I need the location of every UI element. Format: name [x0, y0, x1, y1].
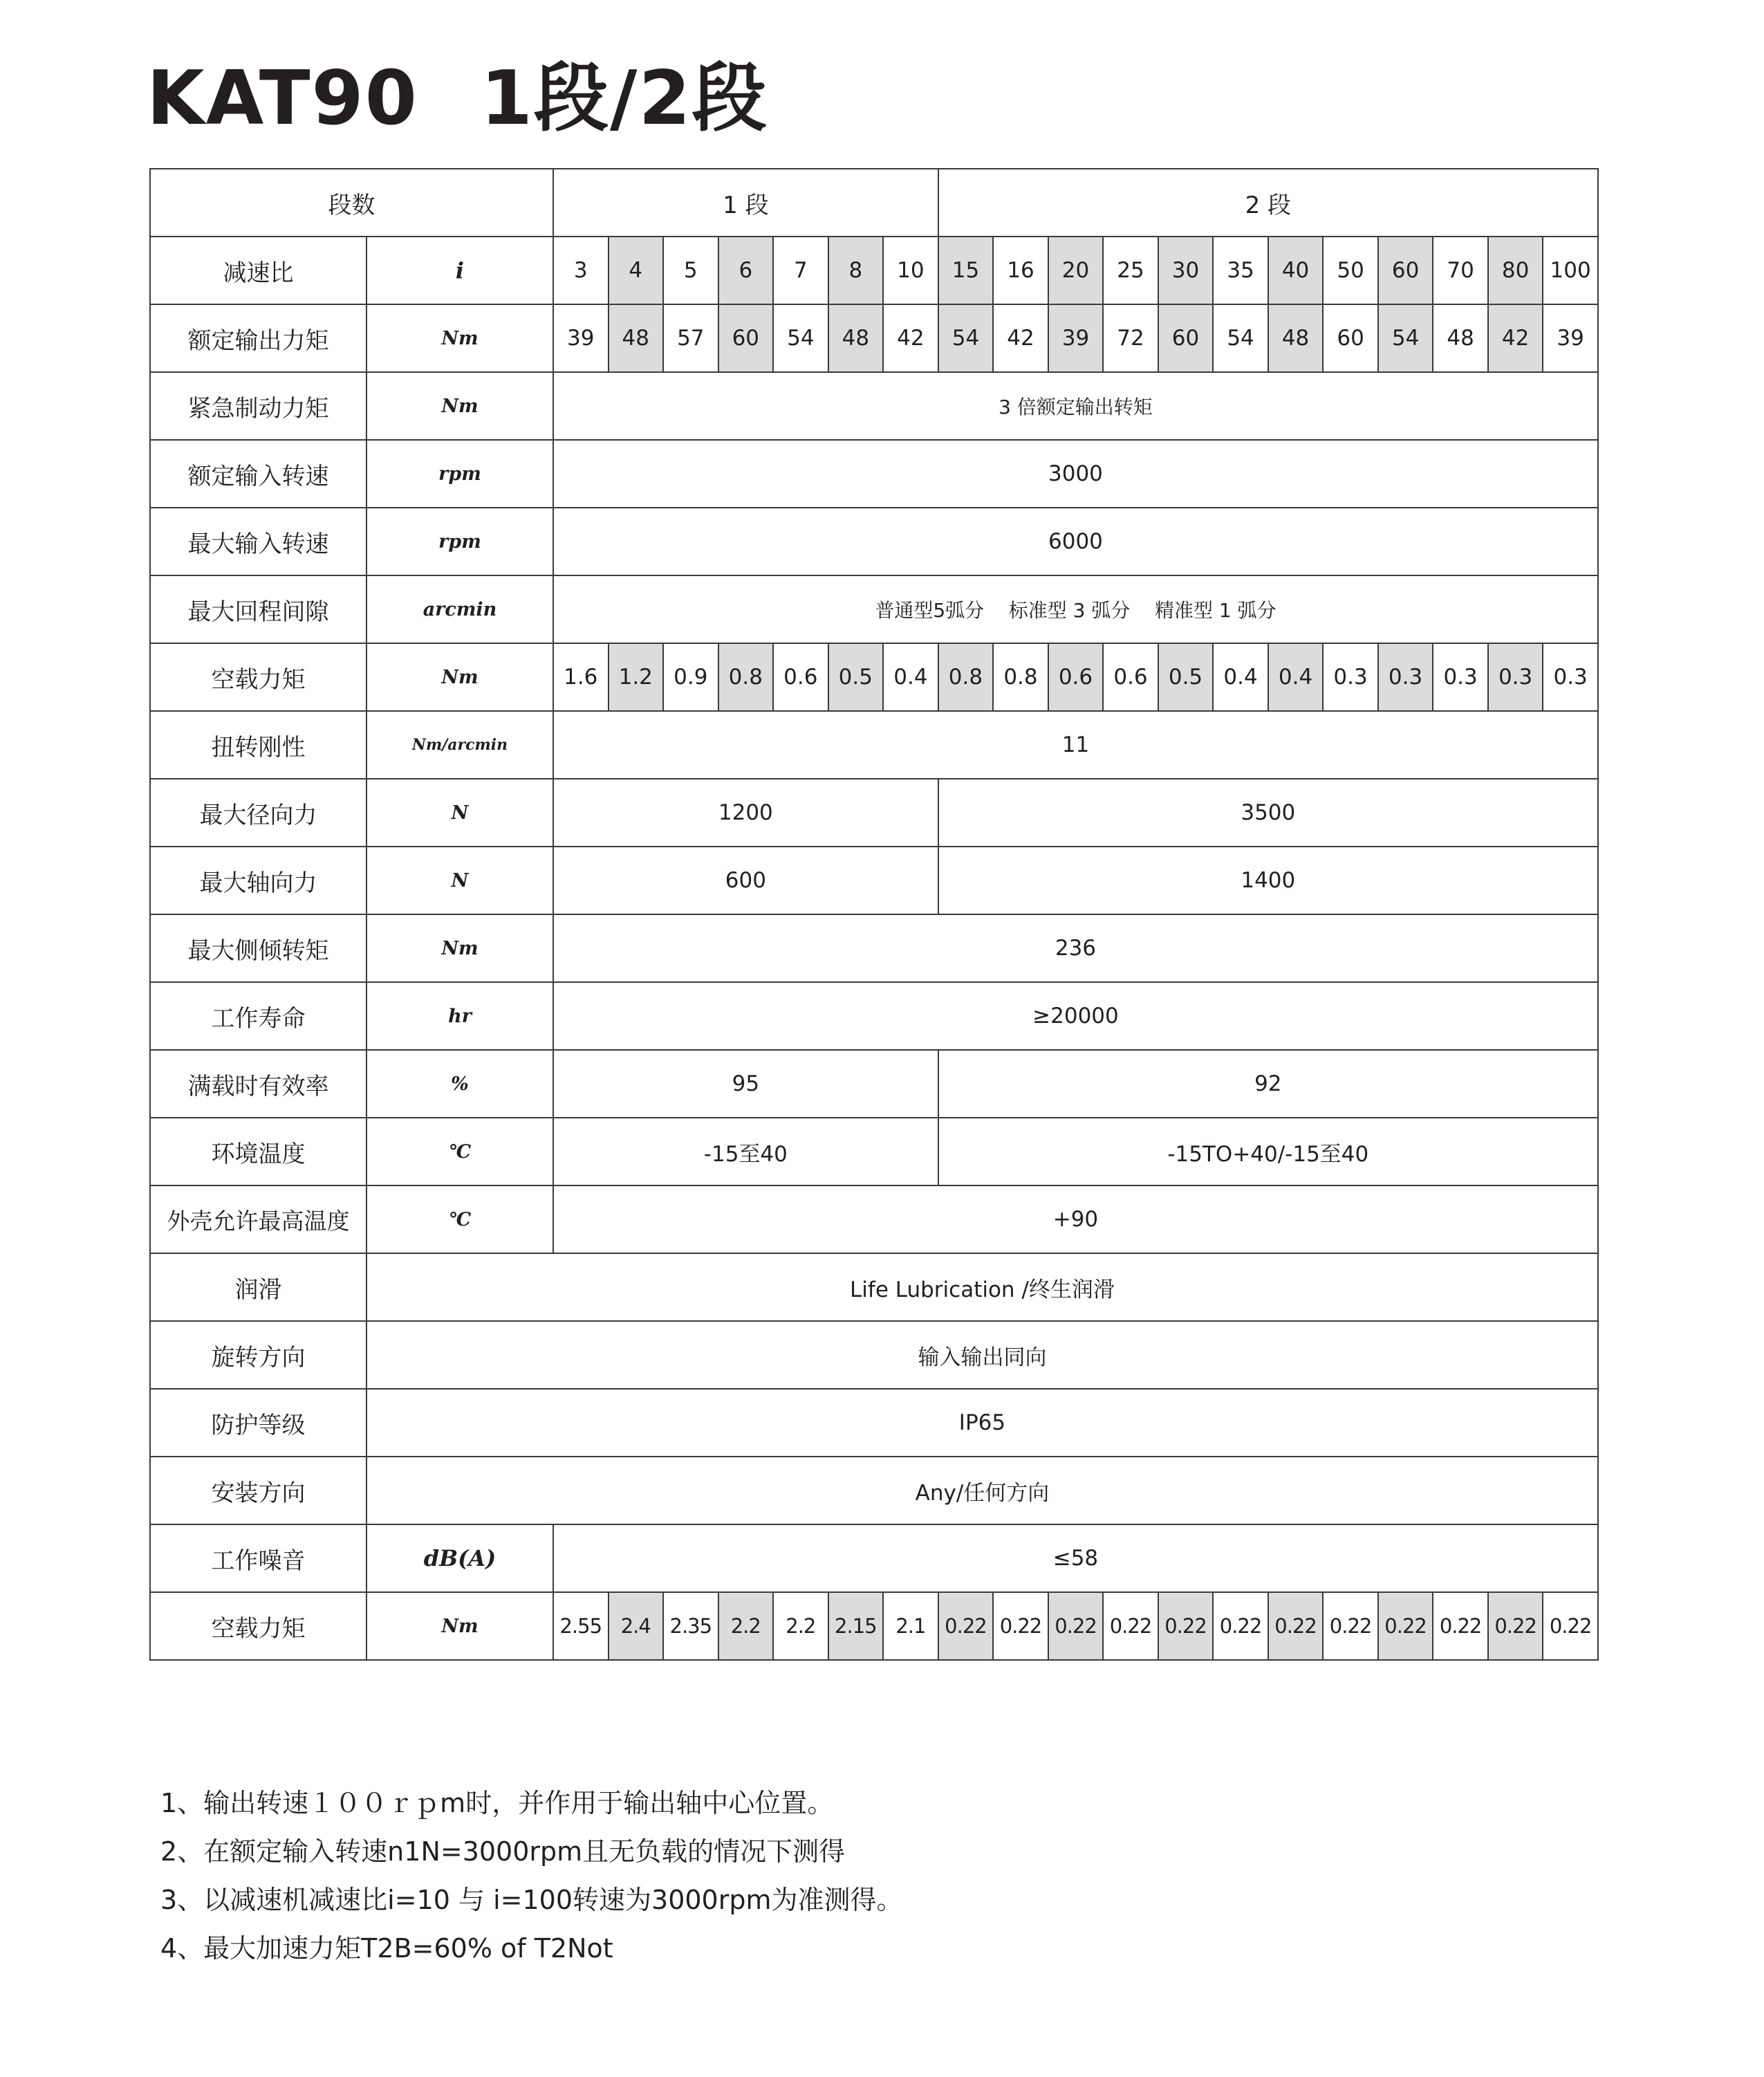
value-cell: 7: [773, 237, 828, 304]
protection-row: [150, 1389, 1598, 1457]
backlash-row: [150, 575, 1598, 643]
ambient-temp-row: [150, 1118, 1598, 1185]
max-housing-temp-row: [150, 1185, 1598, 1253]
row-unit: N: [366, 779, 553, 847]
service-life-row: [150, 982, 1598, 1050]
max-tilt-row: [150, 914, 1598, 982]
row-unit: Nm: [366, 1592, 553, 1660]
value-cell: 20: [1048, 237, 1104, 304]
row-unit: Nm/arcmin: [366, 711, 553, 779]
row-value: +90: [553, 1185, 1598, 1253]
stage2-value: 92: [938, 1050, 1598, 1118]
value-cell: 42: [883, 304, 938, 372]
row-value: 3000: [553, 440, 1598, 508]
value-cell: 8: [828, 237, 884, 304]
row-label: 扭转刚性: [150, 711, 366, 779]
value-cell: 2.35: [663, 1592, 718, 1660]
row-unit: %: [366, 1050, 553, 1118]
value-cell: 15: [938, 237, 994, 304]
value-cell: 0.4: [883, 643, 938, 711]
value-cell: 42: [1488, 304, 1543, 372]
value-cell: 0.22: [1158, 1592, 1214, 1660]
torsional-rigidity-row: [150, 711, 1598, 779]
value-cell: 0.8: [718, 643, 774, 711]
value-cell: 54: [773, 304, 828, 372]
row-value: IP65: [366, 1389, 1598, 1457]
value-cell: 54: [938, 304, 994, 372]
stage-title: 1段/2段: [480, 55, 768, 142]
header-stage2: 2 段: [938, 169, 1598, 237]
row-unit: N: [366, 847, 553, 914]
value-cell: 60: [1158, 304, 1214, 372]
value-cell: 48: [828, 304, 884, 372]
row-unit: Nm: [366, 914, 553, 982]
row-label: 最大侧倾转矩: [150, 914, 366, 982]
row-label: 紧急制动力矩: [150, 372, 366, 440]
rated-input-speed-row: [150, 440, 1598, 508]
rotation-row: [150, 1321, 1598, 1389]
stage1-value: -15至40: [553, 1118, 938, 1185]
noload-torque2-row: [150, 1592, 1598, 1660]
value-cell: 0.22: [1543, 1592, 1598, 1660]
header-label: 段数: [150, 169, 553, 237]
value-cell: 0.4: [1213, 643, 1268, 711]
row-label: 最大输入转速: [150, 508, 366, 575]
stage1-value: 95: [553, 1050, 938, 1118]
value-cell: 0.22: [1323, 1592, 1378, 1660]
stage1-value: 1200: [553, 779, 938, 847]
value-cell: 16: [993, 237, 1048, 304]
row-label: 额定输入转速: [150, 440, 366, 508]
ratio-row: [150, 237, 1598, 304]
row-unit: ℃: [366, 1118, 553, 1185]
value-cell: 0.3: [1543, 643, 1598, 711]
value-cell: 1.2: [609, 643, 664, 711]
note-item: 2、在额定输入转速n1N=3000rpm且无负载的情况下测得: [160, 1836, 846, 1867]
value-cell: 40: [1268, 237, 1324, 304]
value-cell: 48: [1433, 304, 1488, 372]
value-cell: 50: [1323, 237, 1378, 304]
value-cell: 0.6: [1103, 643, 1158, 711]
note-item: 3、以减速机减速比i=10 与 i=100转速为3000rpm为准测得。: [160, 1885, 903, 1915]
emergency-torque-row: [150, 372, 1598, 440]
value-cell: 72: [1103, 304, 1158, 372]
row-value: 3 倍额定输出转矩: [553, 372, 1598, 440]
value-cell: 4: [609, 237, 664, 304]
row-value: 普通型5弧分 标准型 3 弧分 精准型 1 弧分: [553, 575, 1598, 643]
value-cell: 57: [663, 304, 718, 372]
value-cell: 39: [553, 304, 609, 372]
spec-table: [149, 168, 1599, 1661]
value-cell: 0.22: [1378, 1592, 1433, 1660]
header-stage1: 1 段: [553, 169, 938, 237]
header-row: [150, 169, 1598, 237]
mounting-row: [150, 1457, 1598, 1524]
value-cell: 39: [1048, 304, 1104, 372]
noise-row: [150, 1524, 1598, 1592]
value-cell: 0.5: [1158, 643, 1214, 711]
row-unit: Nm: [366, 304, 553, 372]
value-cell: 0.22: [938, 1592, 994, 1660]
value-cell: 39: [1543, 304, 1598, 372]
value-cell: 2.2: [718, 1592, 774, 1660]
row-label: 空载力矩: [150, 1592, 366, 1660]
value-cell: 60: [1378, 237, 1433, 304]
row-label: 外壳允许最高温度: [150, 1185, 366, 1253]
value-cell: 0.22: [1048, 1592, 1104, 1660]
value-cell: 2.15: [828, 1592, 884, 1660]
value-cell: 48: [609, 304, 664, 372]
value-cell: 0.3: [1433, 643, 1488, 711]
row-label: 旋转方向: [150, 1321, 366, 1389]
row-label: 环境温度: [150, 1118, 366, 1185]
value-cell: 6: [718, 237, 774, 304]
value-cell: 42: [993, 304, 1048, 372]
value-cell: 100: [1543, 237, 1598, 304]
row-unit: arcmin: [366, 575, 553, 643]
value-cell: 10: [883, 237, 938, 304]
value-cell: 0.22: [1268, 1592, 1324, 1660]
row-unit: i: [366, 237, 553, 304]
value-cell: 1.6: [553, 643, 609, 711]
row-unit: rpm: [366, 508, 553, 575]
row-label: 最大回程间隙: [150, 575, 366, 643]
value-cell: 0.4: [1268, 643, 1324, 711]
value-cell: 25: [1103, 237, 1158, 304]
value-cell: 35: [1213, 237, 1268, 304]
noload-torque-row: [150, 643, 1598, 711]
value-cell: 2.2: [773, 1592, 828, 1660]
row-label: 最大径向力: [150, 779, 366, 847]
row-value: Life Lubrication /终生润滑: [366, 1253, 1598, 1321]
efficiency-row: [150, 1050, 1598, 1118]
row-unit: hr: [366, 982, 553, 1050]
value-cell: 0.3: [1488, 643, 1543, 711]
note-item: 4、最大加速力矩T2B=60% of T2Not: [160, 1933, 613, 1964]
row-label: 工作寿命: [150, 982, 366, 1050]
row-unit: dB(A): [366, 1524, 553, 1592]
value-cell: 2.55: [553, 1592, 609, 1660]
stage1-value: 600: [553, 847, 938, 914]
value-cell: 54: [1213, 304, 1268, 372]
stage2-value: -15TO+40/-15至40: [938, 1118, 1598, 1185]
row-value: ≥20000: [553, 982, 1598, 1050]
value-cell: 0.8: [938, 643, 994, 711]
value-cell: 5: [663, 237, 718, 304]
value-cell: 60: [718, 304, 774, 372]
value-cell: 30: [1158, 237, 1214, 304]
row-label: 安装方向: [150, 1457, 366, 1524]
row-label: 润滑: [150, 1253, 366, 1321]
value-cell: 0.22: [1433, 1592, 1488, 1660]
row-label: 工作噪音: [150, 1524, 366, 1592]
notes-list: [160, 1779, 902, 1973]
value-cell: 3: [553, 237, 609, 304]
value-cell: 0.3: [1323, 643, 1378, 711]
row-label: 额定输出力矩: [150, 304, 366, 372]
value-cell: 0.22: [993, 1592, 1048, 1660]
value-cell: 80: [1488, 237, 1543, 304]
rated-torque-row: [150, 304, 1598, 372]
value-cell: 2.4: [609, 1592, 664, 1660]
value-cell: 70: [1433, 237, 1488, 304]
lubrication-row: [150, 1253, 1598, 1321]
row-label: 空载力矩: [150, 643, 366, 711]
row-unit: Nm: [366, 372, 553, 440]
row-label: 防护等级: [150, 1389, 366, 1457]
row-value: 6000: [553, 508, 1598, 575]
value-cell: 0.22: [1488, 1592, 1543, 1660]
row-value: ≤58: [553, 1524, 1598, 1592]
row-value: 11: [553, 711, 1598, 779]
row-value: Any/任何方向: [366, 1457, 1598, 1524]
note-item: 1、输出转速１００ｒｐm时，并作用于输出轴中心位置。: [160, 1788, 834, 1818]
row-value: 输入输出同向: [366, 1321, 1598, 1389]
value-cell: 0.3: [1378, 643, 1433, 711]
page-title: [147, 54, 768, 144]
value-cell: 0.8: [993, 643, 1048, 711]
value-cell: 54: [1378, 304, 1433, 372]
value-cell: 0.6: [1048, 643, 1104, 711]
row-value: 236: [553, 914, 1598, 982]
value-cell: 0.22: [1213, 1592, 1268, 1660]
row-label: 最大轴向力: [150, 847, 366, 914]
row-unit: Nm: [366, 643, 553, 711]
value-cell: 0.9: [663, 643, 718, 711]
max-radial-row: [150, 779, 1598, 847]
max-axial-row: [150, 847, 1598, 914]
value-cell: 0.5: [828, 643, 884, 711]
row-unit: rpm: [366, 440, 553, 508]
row-unit: ℃: [366, 1185, 553, 1253]
row-label: 满载时有效率: [150, 1050, 366, 1118]
model-name: KAT90: [147, 55, 418, 142]
value-cell: 0.22: [1103, 1592, 1158, 1660]
stage2-value: 1400: [938, 847, 1598, 914]
row-label: 减速比: [150, 237, 366, 304]
value-cell: 60: [1323, 304, 1378, 372]
value-cell: 0.6: [773, 643, 828, 711]
value-cell: 2.1: [883, 1592, 938, 1660]
value-cell: 48: [1268, 304, 1324, 372]
max-input-speed-row: [150, 508, 1598, 575]
stage2-value: 3500: [938, 779, 1598, 847]
